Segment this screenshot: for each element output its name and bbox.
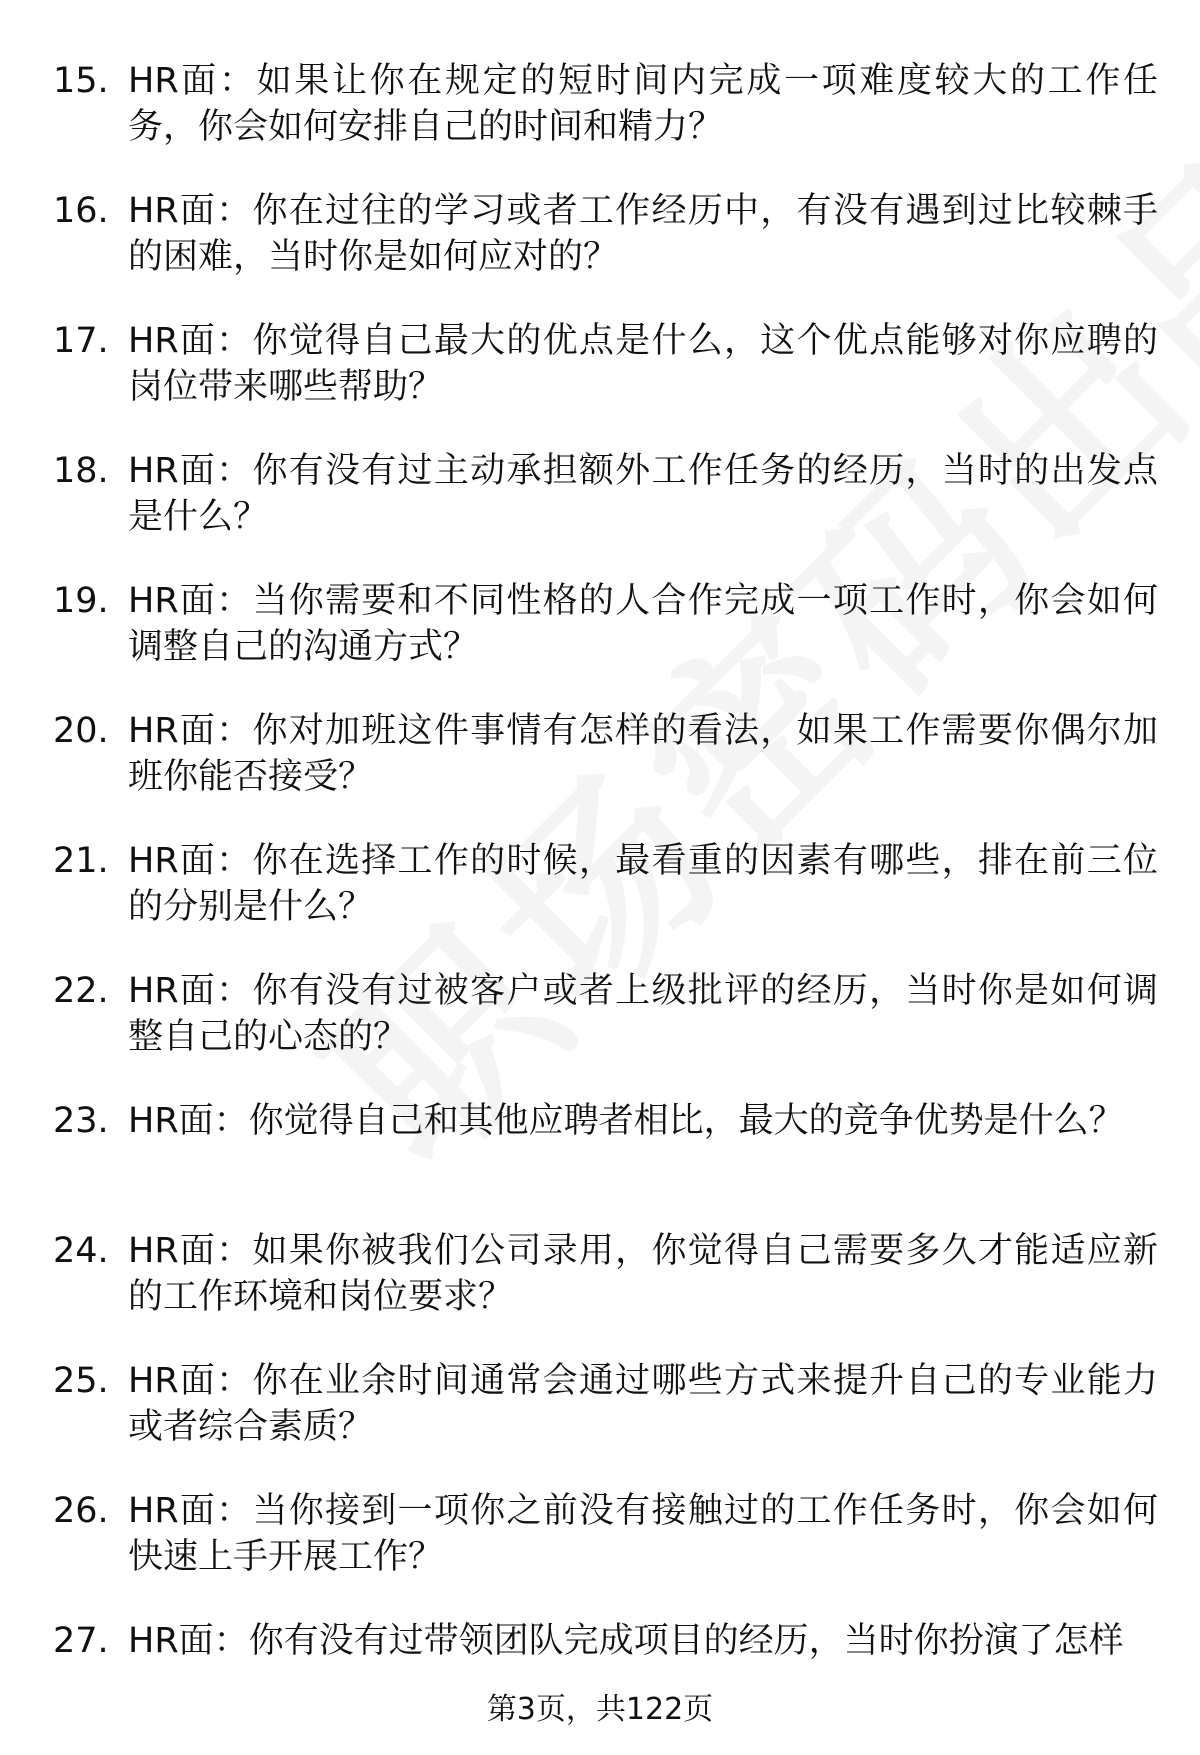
question-item	[0, 578, 1200, 708]
question-text: HR面：你在过往的学习或者工作经历中，有没有遇到过比较棘手的困难，当时你是如何应对的？	[128, 191, 1158, 277]
question-text: HR面：你对加班这件事情有怎样的看法，如果工作需要你偶尔加班你能否接受？	[128, 711, 1158, 797]
question-item	[0, 1228, 1200, 1358]
page-footer	[0, 1690, 1200, 1730]
question-item	[0, 318, 1200, 448]
question-text: HR面：当你需要和不同性格的人合作完成一项工作时，你会如何调整自己的沟通方式？	[128, 581, 1158, 667]
question-text: HR面：如果让你在规定的短时间内完成一项难度较大的工作任务，你会如何安排自己的时间和精力？	[128, 61, 1158, 147]
question-text: HR面：如果你被我们公司录用，你觉得自己需要多久才能适应新的工作环境和岗位要求？	[128, 1231, 1158, 1317]
question-number: 25.	[53, 1361, 109, 1401]
question-item	[0, 1488, 1200, 1618]
question-number: 20.	[53, 711, 109, 751]
page-number-label: 第3页，共122页	[486, 1692, 714, 1727]
question-item	[0, 838, 1200, 968]
question-number: 18.	[53, 451, 109, 491]
question-number: 21.	[53, 841, 109, 881]
question-number: 23.	[53, 1101, 109, 1141]
question-item	[0, 708, 1200, 838]
question-item	[0, 448, 1200, 578]
question-number: 27.	[53, 1621, 109, 1661]
question-number: 24.	[53, 1231, 109, 1271]
question-item	[0, 1358, 1200, 1488]
question-item	[0, 188, 1200, 318]
question-number: 17.	[53, 321, 109, 361]
question-number: 15.	[53, 61, 109, 101]
question-number: 26.	[53, 1491, 109, 1531]
question-item	[0, 58, 1200, 188]
question-item	[0, 1098, 1200, 1228]
question-text: HR面：你有没有过主动承担额外工作任务的经历，当时的出发点是什么？	[128, 451, 1158, 537]
question-text: HR面：你觉得自己最大的优点是什么，这个优点能够对你应聘的岗位带来哪些帮助？	[128, 321, 1158, 407]
question-number: 16.	[53, 191, 109, 231]
question-text: HR面：你有没有过被客户或者上级批评的经历，当时你是如何调整自己的心态的？	[128, 971, 1158, 1057]
question-number: 19.	[53, 581, 109, 621]
question-text: HR面：你在业余时间通常会通过哪些方式来提升自己的专业能力或者综合素质？	[128, 1361, 1158, 1447]
question-text: HR面：你在选择工作的时候，最看重的因素有哪些，排在前三位的分别是什么？	[128, 841, 1158, 927]
question-number: 22.	[53, 971, 109, 1011]
question-text: HR面：你觉得自己和其他应聘者相比，最大的竞争优势是什么？	[128, 1101, 1124, 1141]
question-text: HR面：当你接到一项你之前没有接触过的工作任务时，你会如何快速上手开展工作？	[128, 1491, 1158, 1577]
question-list	[0, 58, 1200, 1748]
question-text: HR面：你有没有过带领团队完成项目的经历，当时你扮演了怎样	[128, 1621, 1124, 1661]
question-item	[0, 968, 1200, 1098]
